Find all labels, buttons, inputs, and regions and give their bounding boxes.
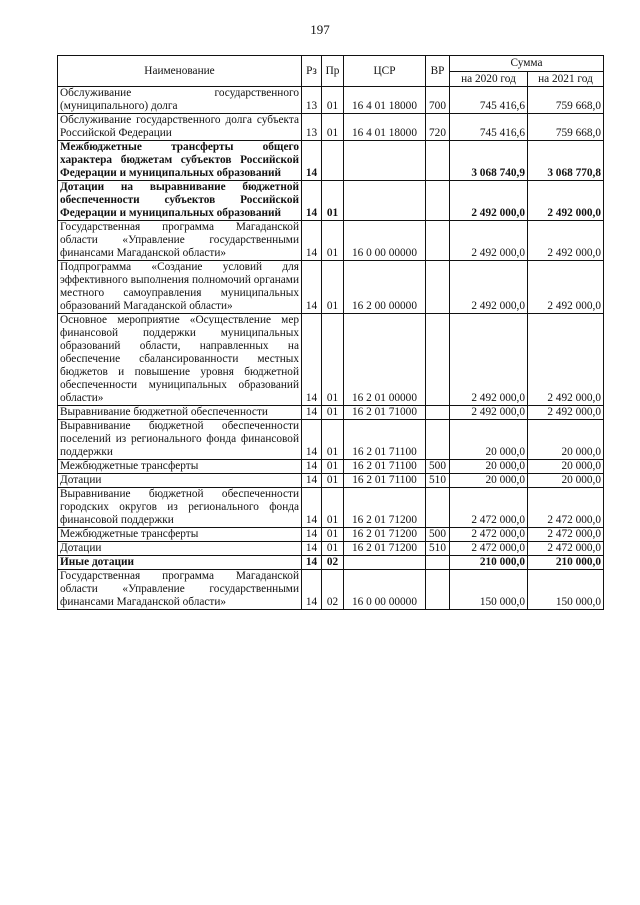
row-csr: 16 2 01 71200 — [344, 528, 426, 542]
row-pr: 01 — [322, 314, 344, 406]
row-amount-2020: 2 472 000,0 — [450, 542, 528, 556]
row-vr: 500 — [426, 528, 450, 542]
row-amount-2021: 2 472 000,0 — [528, 542, 604, 556]
row-csr: 16 4 01 18000 — [344, 114, 426, 141]
row-amount-2020: 2 492 000,0 — [450, 261, 528, 314]
row-rz: 14 — [302, 141, 322, 181]
row-csr: 16 2 01 00000 — [344, 314, 426, 406]
row-pr: 01 — [322, 474, 344, 488]
row-pr: 01 — [322, 420, 344, 460]
row-name: Подпрограмма «Создание условий для эффективного выполнения полномочий органами местного самоуправления муниципальных образований Магаданской области» — [58, 261, 302, 314]
table-row — [58, 556, 604, 570]
row-amount-2021: 2 492 000,0 — [528, 261, 604, 314]
row-amount-2021: 2 472 000,0 — [528, 528, 604, 542]
row-name: Межбюджетные трансферты — [58, 460, 302, 474]
row-pr: 02 — [322, 570, 344, 610]
row-vr — [426, 181, 450, 221]
header-vr: ВР — [426, 56, 450, 87]
table-row — [58, 314, 604, 406]
row-vr — [426, 141, 450, 181]
row-vr — [426, 488, 450, 528]
table-row — [58, 261, 604, 314]
row-csr: 16 2 01 71100 — [344, 420, 426, 460]
table-row — [58, 570, 604, 610]
row-amount-2021: 20 000,0 — [528, 460, 604, 474]
header-rz: Рз — [302, 56, 322, 87]
row-vr: 720 — [426, 114, 450, 141]
row-csr — [344, 141, 426, 181]
row-pr: 01 — [322, 528, 344, 542]
table-row — [58, 488, 604, 528]
row-rz: 14 — [302, 460, 322, 474]
row-amount-2021: 2 472 000,0 — [528, 488, 604, 528]
row-name: Дотации на выравнивание бюджетной обеспеченности субъектов Российской Федерации и муниципальных образований — [58, 181, 302, 221]
row-pr: 01 — [322, 460, 344, 474]
header-csr: ЦСР — [344, 56, 426, 87]
row-name: Иные дотации — [58, 556, 302, 570]
row-rz: 14 — [302, 542, 322, 556]
table-row — [58, 141, 604, 181]
header-name: Наименование — [58, 56, 302, 87]
row-amount-2020: 2 492 000,0 — [450, 181, 528, 221]
row-pr — [322, 141, 344, 181]
row-vr: 700 — [426, 87, 450, 114]
row-amount-2020: 210 000,0 — [450, 556, 528, 570]
row-rz: 14 — [302, 488, 322, 528]
row-vr — [426, 314, 450, 406]
header-sum: Сумма — [450, 56, 604, 72]
page-number: 197 — [310, 22, 330, 37]
budget-table — [57, 55, 604, 610]
row-amount-2021: 2 492 000,0 — [528, 221, 604, 261]
row-amount-2021: 2 492 000,0 — [528, 181, 604, 221]
row-pr: 02 — [322, 556, 344, 570]
row-csr: 16 2 01 71000 — [344, 406, 426, 420]
row-amount-2020: 745 416,6 — [450, 87, 528, 114]
header-pr: Пр — [322, 56, 344, 87]
row-name: Дотации — [58, 474, 302, 488]
row-pr: 01 — [322, 181, 344, 221]
row-vr — [426, 420, 450, 460]
row-vr — [426, 570, 450, 610]
header-year-2021: на 2021 год — [528, 72, 604, 87]
table-row — [58, 420, 604, 460]
table-header — [58, 56, 604, 87]
row-amount-2020: 3 068 740,9 — [450, 141, 528, 181]
table-row — [58, 87, 604, 114]
row-rz: 14 — [302, 181, 322, 221]
row-amount-2021: 20 000,0 — [528, 420, 604, 460]
row-rz: 14 — [302, 528, 322, 542]
table-body — [58, 87, 604, 610]
row-rz: 14 — [302, 221, 322, 261]
header-year-2020: на 2020 год — [450, 72, 528, 87]
row-amount-2020: 2 492 000,0 — [450, 221, 528, 261]
row-amount-2020: 2 472 000,0 — [450, 528, 528, 542]
row-amount-2020: 2 492 000,0 — [450, 314, 528, 406]
row-pr: 01 — [322, 406, 344, 420]
row-rz: 14 — [302, 474, 322, 488]
row-amount-2021: 3 068 770,8 — [528, 141, 604, 181]
row-rz: 14 — [302, 261, 322, 314]
row-vr — [426, 261, 450, 314]
row-csr — [344, 181, 426, 221]
row-name: Выравнивание бюджетной обеспеченности городских округов из регионального фонда финансовой поддержки — [58, 488, 302, 528]
row-csr: 16 0 00 00000 — [344, 221, 426, 261]
table-row — [58, 406, 604, 420]
row-amount-2021: 2 492 000,0 — [528, 406, 604, 420]
row-csr: 16 4 01 18000 — [344, 87, 426, 114]
row-pr: 01 — [322, 261, 344, 314]
row-pr: 01 — [322, 542, 344, 556]
table-row — [58, 474, 604, 488]
row-rz: 13 — [302, 114, 322, 141]
table-row — [58, 181, 604, 221]
row-pr: 01 — [322, 87, 344, 114]
row-name: Обслуживание государственного долга субъекта Российской Федерации — [58, 114, 302, 141]
row-amount-2020: 20 000,0 — [450, 474, 528, 488]
row-amount-2020: 745 416,6 — [450, 114, 528, 141]
row-vr — [426, 556, 450, 570]
row-rz: 13 — [302, 87, 322, 114]
row-name: Дотации — [58, 542, 302, 556]
row-amount-2020: 20 000,0 — [450, 460, 528, 474]
row-amount-2020: 2 472 000,0 — [450, 488, 528, 528]
row-amount-2021: 210 000,0 — [528, 556, 604, 570]
row-amount-2021: 2 492 000,0 — [528, 314, 604, 406]
row-rz: 14 — [302, 406, 322, 420]
row-name: Основное мероприятие «Осуществление мер финансовой поддержки муниципальных образований области, направленных на обеспечение сбалансированности местных бюджетов и повышение уровня бюджетной обеспеченности муниципальных образований области» — [58, 314, 302, 406]
row-csr: 16 0 00 00000 — [344, 570, 426, 610]
row-name: Государственная программа Магаданской области «Управление государственными финансами Магаданской области» — [58, 570, 302, 610]
row-amount-2020: 2 492 000,0 — [450, 406, 528, 420]
row-csr: 16 2 01 71100 — [344, 474, 426, 488]
row-csr: 16 2 01 71200 — [344, 488, 426, 528]
row-amount-2020: 20 000,0 — [450, 420, 528, 460]
row-name: Обслуживание государственного (муниципального) долга — [58, 87, 302, 114]
row-pr: 01 — [322, 114, 344, 141]
row-rz: 14 — [302, 420, 322, 460]
row-vr — [426, 221, 450, 261]
row-rz: 14 — [302, 556, 322, 570]
table-row — [58, 528, 604, 542]
table-row — [58, 114, 604, 141]
row-csr — [344, 556, 426, 570]
row-vr: 510 — [426, 542, 450, 556]
row-pr: 01 — [322, 488, 344, 528]
row-amount-2021: 759 668,0 — [528, 87, 604, 114]
row-pr: 01 — [322, 221, 344, 261]
table-row — [58, 460, 604, 474]
row-amount-2021: 20 000,0 — [528, 474, 604, 488]
row-vr: 500 — [426, 460, 450, 474]
row-amount-2021: 150 000,0 — [528, 570, 604, 610]
row-vr — [426, 406, 450, 420]
row-name: Межбюджетные трансферты общего характера бюджетам субъектов Российской Федерации и муниципальных образований — [58, 141, 302, 181]
row-csr: 16 2 00 00000 — [344, 261, 426, 314]
row-amount-2020: 150 000,0 — [450, 570, 528, 610]
row-csr: 16 2 01 71200 — [344, 542, 426, 556]
row-rz: 14 — [302, 570, 322, 610]
row-name: Государственная программа Магаданской области «Управление государственными финансами Магаданской области» — [58, 221, 302, 261]
row-name: Выравнивание бюджетной обеспеченности — [58, 406, 302, 420]
row-amount-2021: 759 668,0 — [528, 114, 604, 141]
table-row — [58, 542, 604, 556]
row-csr: 16 2 01 71100 — [344, 460, 426, 474]
row-rz: 14 — [302, 314, 322, 406]
row-name: Выравнивание бюджетной обеспеченности поселений из регионального фонда финансовой поддержки — [58, 420, 302, 460]
row-vr: 510 — [426, 474, 450, 488]
row-name: Межбюджетные трансферты — [58, 528, 302, 542]
table-row — [58, 221, 604, 261]
